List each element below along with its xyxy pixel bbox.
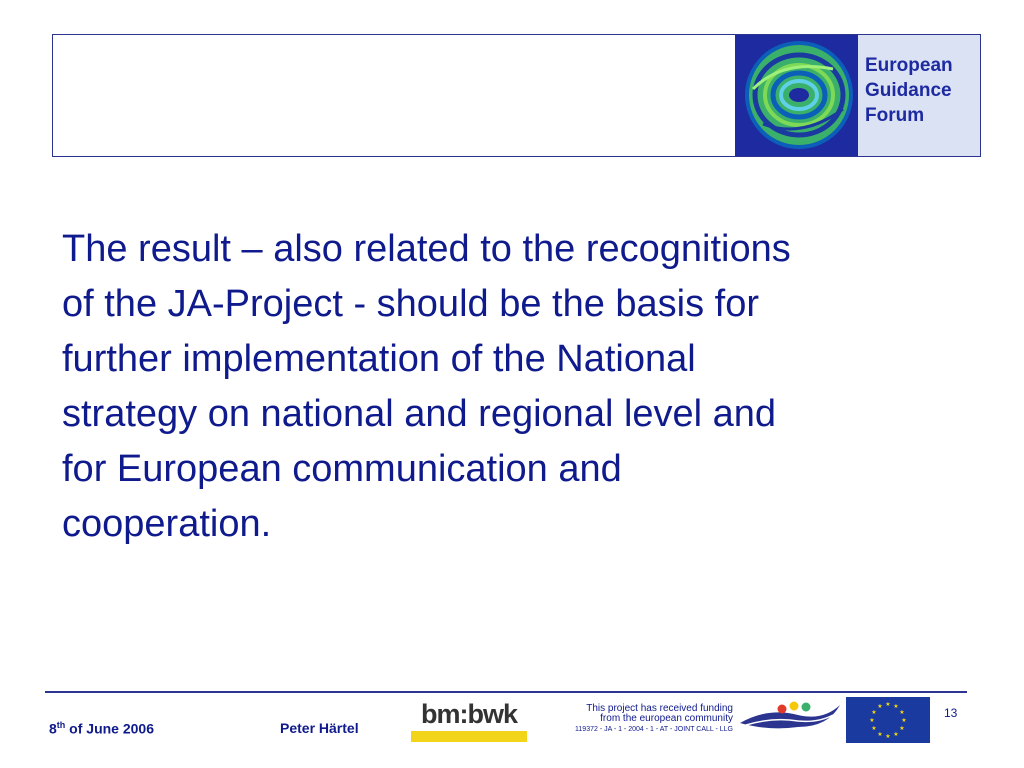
svg-text:★: ★ [877, 703, 883, 710]
date-day: 8 [49, 720, 57, 737]
svg-text:★: ★ [893, 703, 899, 710]
svg-text:★: ★ [899, 725, 905, 732]
svg-text:★: ★ [885, 701, 891, 708]
svg-text:★: ★ [893, 731, 899, 738]
page-number: 13 [944, 706, 958, 720]
footer-date [49, 720, 154, 737]
body-line-6: cooperation. [62, 503, 272, 545]
date-rest: of June 2006 [65, 720, 154, 737]
date-suffix: th [56, 720, 66, 730]
svg-text:★: ★ [885, 733, 891, 740]
body-line-5: for European communication and [62, 448, 622, 490]
header-box [52, 34, 981, 157]
logo-background [735, 35, 858, 156]
body-line-1: The result – also related to the recognitions [62, 228, 791, 270]
funding-notice [528, 704, 733, 736]
european-guidance-forum-logo [735, 35, 980, 156]
bmbwk-logo-bar [411, 731, 527, 742]
programme-swoosh-logo [738, 697, 842, 739]
bmbwk-logo-text: bm:bwk [420, 699, 517, 729]
footer-author: Peter Härtel [280, 720, 359, 736]
body-line-3: further implementation of the National [62, 338, 696, 380]
swirl-globe-icon [743, 39, 855, 151]
body-line-2: of the JA-Project - should be the basis for [62, 283, 760, 325]
funding-line-1: This project has received funding [586, 703, 733, 714]
footer-divider [45, 691, 967, 693]
svg-text:★: ★ [871, 709, 877, 716]
bmbwk-logo [411, 697, 527, 745]
svg-text:★: ★ [901, 717, 907, 724]
logo-line-1: European [865, 55, 953, 76]
logo-line-3: Forum [865, 105, 925, 126]
svg-text:★: ★ [869, 717, 875, 724]
svg-text:★: ★ [899, 709, 905, 716]
logo-line-2: Guidance [865, 80, 952, 101]
svg-text:★: ★ [877, 731, 883, 738]
funding-line-2: from the european community [600, 713, 733, 724]
svg-text:★: ★ [871, 725, 877, 732]
funding-line-3: 119372 - JA - 1 - 2004 - 1 - AT - JOINT CALL - LLG [575, 726, 733, 733]
slide-body-text [62, 222, 962, 552]
body-line-4: strategy on national and regional level and [62, 393, 777, 435]
eu-flag-icon [846, 697, 930, 743]
logo-text [865, 53, 953, 128]
